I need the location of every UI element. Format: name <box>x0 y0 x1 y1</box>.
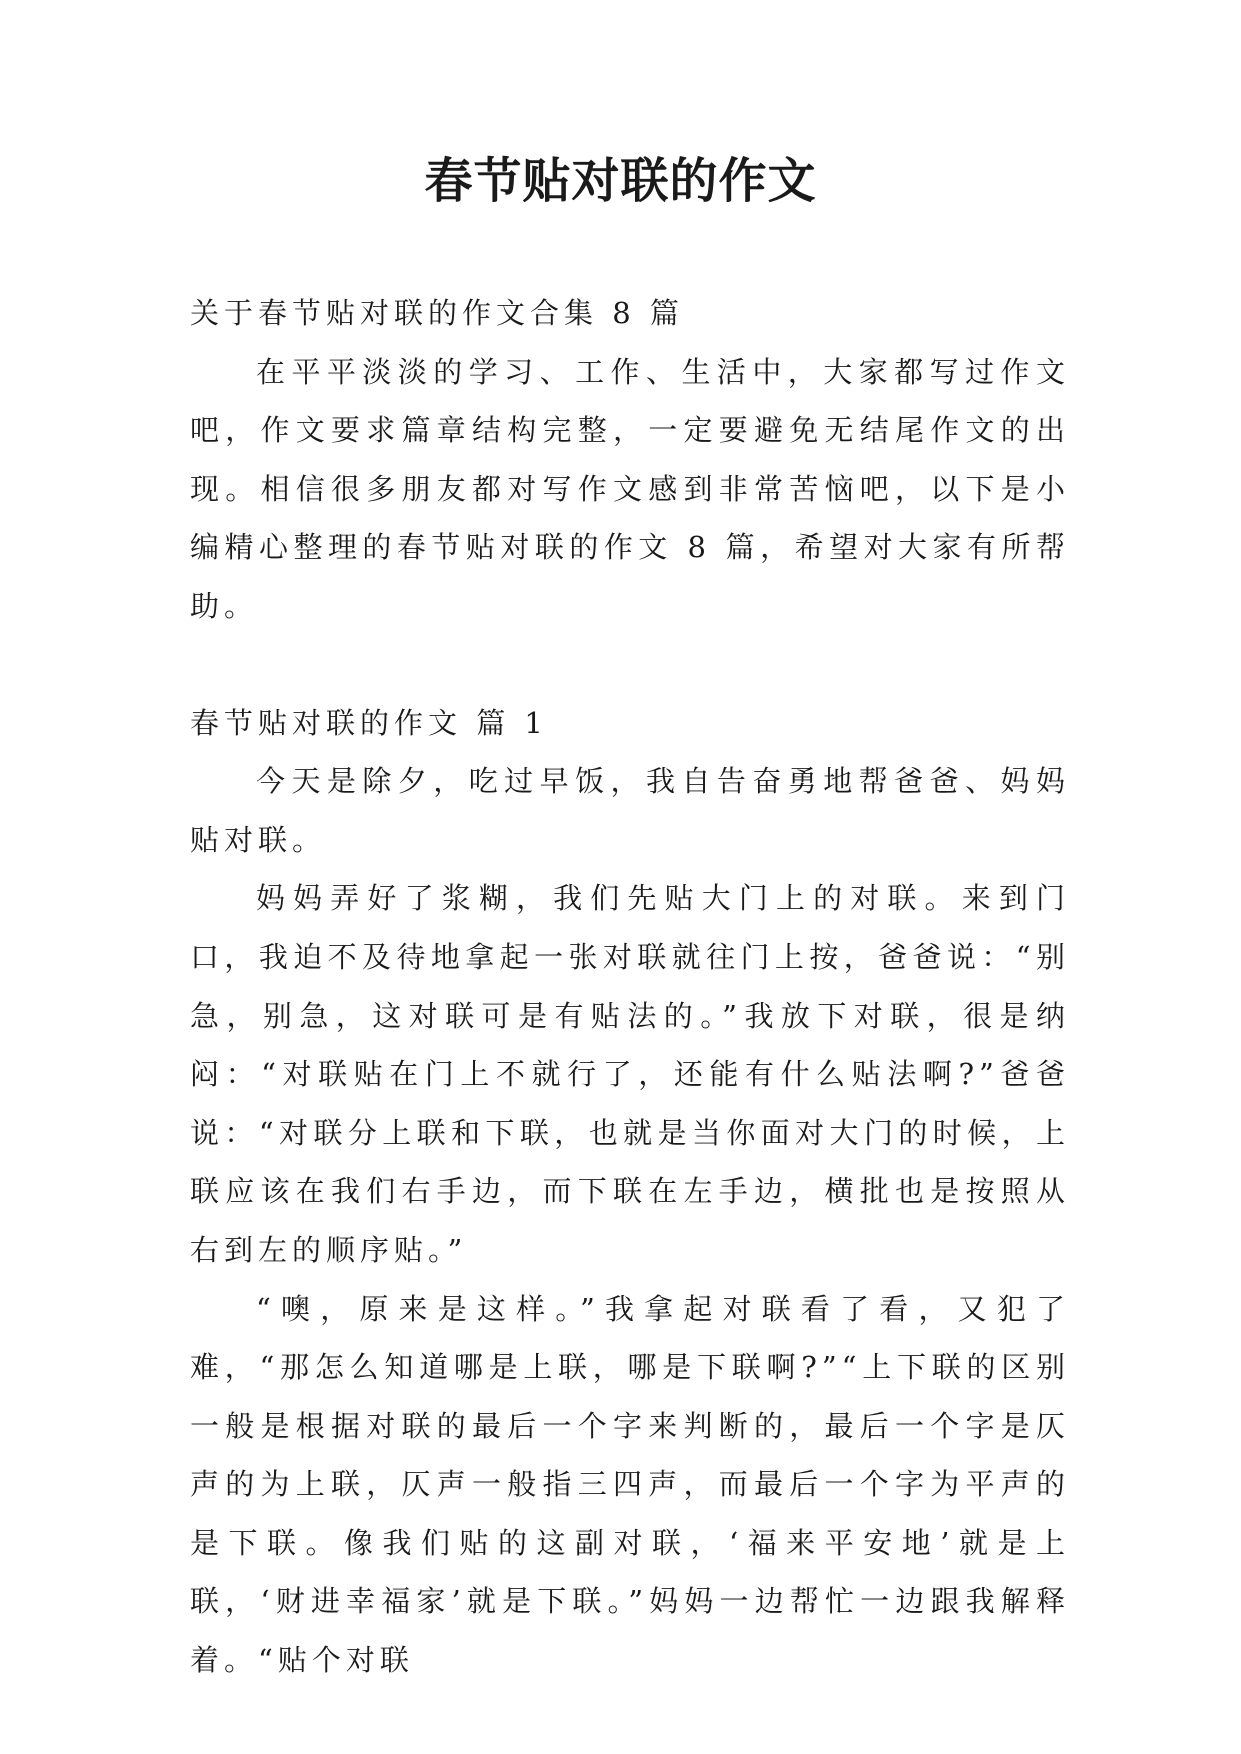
body-paragraph-3: “噢，原来是这样。”我拿起对联看了看，又犯了难，“那怎么知道哪是上联，哪是下联啊?”“上下联的区别一般是根据对联的最后一个字来判断的，最后一个字是仄声的为上联，仄声一般指三四声，而最后一个字为平声的是下联。像我们贴的这副对联，‘福来平安地’就是上联，‘财进幸福家’就是下联。”妈妈一边帮忙一边跟我解释着。“贴个对联 <box>190 1291 1071 1678</box>
paragraph-spacer <box>190 636 1070 694</box>
section-heading: 春节贴对联的作文 篇 1 <box>190 705 548 740</box>
body-paragraph-1: 今天是除夕，吃过早饭，我自告奋勇地帮爸爸、妈妈贴对联。 <box>190 764 1070 857</box>
body-paragraph-2: 妈妈弄好了浆糊，我们先贴大门上的对联。来到门口，我迫不及待地拿起一张对联就往门上按，爸爸说：“别急，别急，这对联可是有贴法的。”我放下对联，很是纳闷：“对联贴在门上不就行了，还能有什么贴法啊?”爸爸说：“对联分上联和下联，也就是当你面对大门的时候，上联应该在我们右手边，而下联在左手边，横批也是按照从右到左的顺序贴。” <box>190 881 1070 1267</box>
intro-paragraph: 在平平淡淡的学习、工作、生活中，大家都写过作文吧，作文要求篇章结构完整，一定要避免无结尾作文的出现。相信很多朋友都对写作文感到非常苦恼吧，以下是小编精心整理的春节贴对联的作文 8 篇，希望对大家有所帮助。 <box>190 354 1070 623</box>
document-subtitle: 关于春节贴对联的作文合集 8 篇 <box>190 296 684 330</box>
document-title: 春节贴对联的作文 <box>424 153 817 209</box>
document-body <box>190 284 1070 1690</box>
